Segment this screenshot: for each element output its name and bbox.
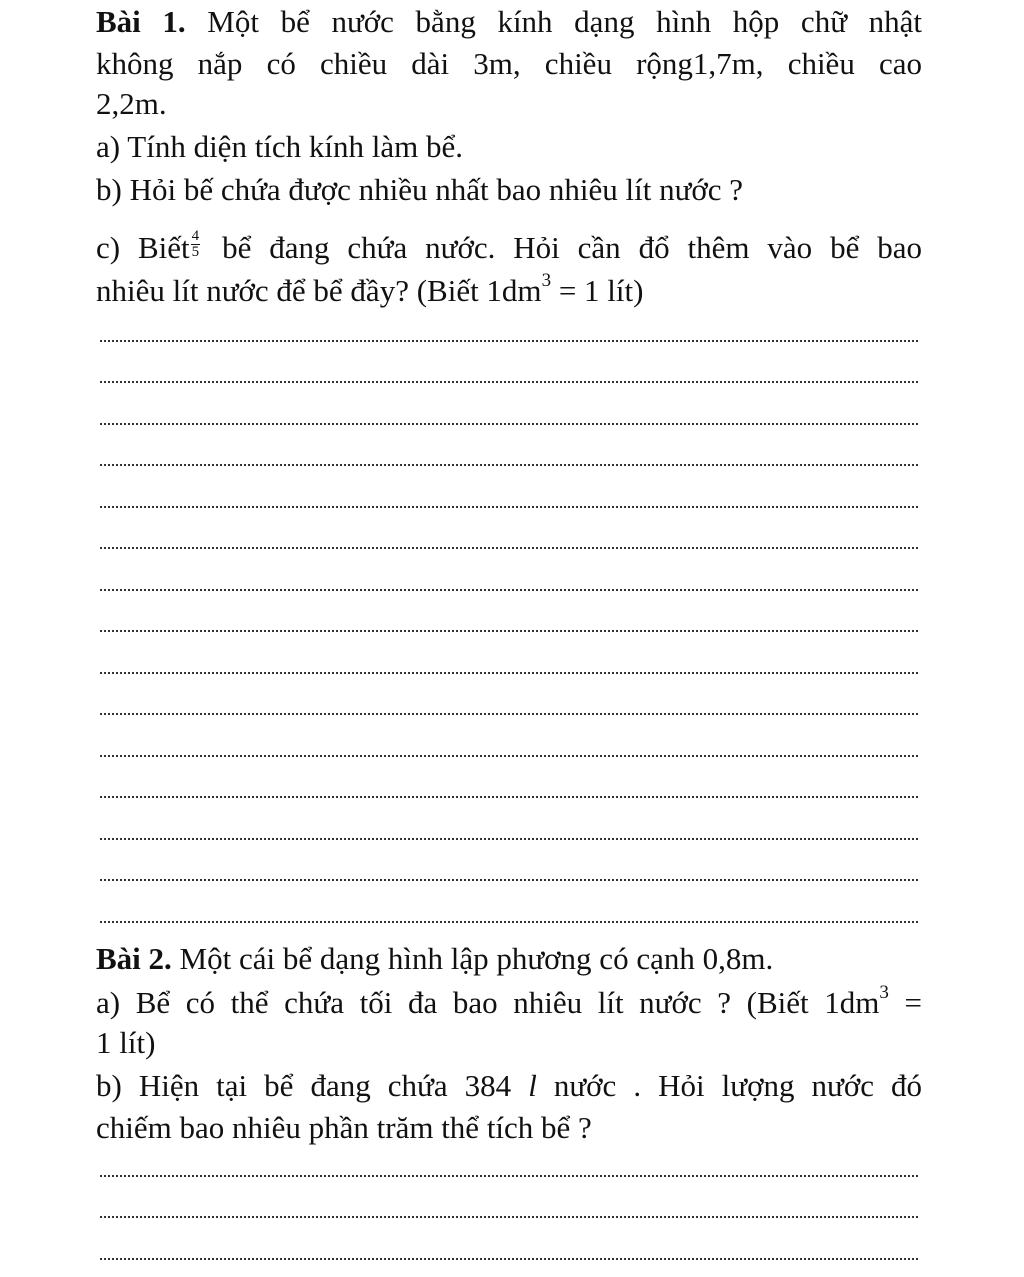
answer-line[interactable] — [100, 423, 918, 425]
bai1-part-c-prefix: c) Biết — [96, 230, 190, 265]
answer-line[interactable] — [100, 838, 918, 840]
fraction-denominator: 5 — [191, 244, 200, 261]
bai2-part-a-line-2: 1 lít) — [96, 1025, 156, 1060]
bai1-part-c-line2-text: nhiêu lít nước để bể đầy? (Biết 1dm — [96, 273, 542, 308]
bai2-part-a-text: a) Bể có thể chứa tối đa bao nhiêu lít nước ? (Biết 1dm — [96, 985, 880, 1020]
answer-line[interactable] — [100, 1175, 918, 1177]
bai1-part-c-line-2 — [96, 271, 922, 311]
bai2-part-b-text: b) Hiện tại bể đang chứa 384 — [96, 1068, 529, 1103]
answer-line[interactable] — [100, 589, 918, 591]
bai2-text-1: Một cái bể dạng hình lập phương có cạnh 0,8m. — [171, 941, 774, 976]
answer-line[interactable] — [100, 796, 918, 798]
bai1-line-1 — [96, 2, 922, 42]
bai1-part-c-line2-end: = 1 lít) — [551, 273, 644, 308]
bai2-part-b-end: nước . Hỏi lượng nước đó — [536, 1068, 923, 1103]
answer-line[interactable] — [100, 755, 918, 757]
bai1-text-1: Một bể nước bằng kính dạng hình hộp chữ nhật — [185, 4, 922, 39]
bai1-line-2: không nắp có chiều dài 3m, chiều rộng1,7m, chiều cao — [96, 46, 922, 81]
bai2-part-b — [96, 1066, 922, 1106]
bai2-line-1 — [96, 939, 922, 979]
bai1-label: Bài 1. — [96, 4, 186, 39]
exponent: 3 — [541, 269, 552, 291]
answer-line[interactable] — [100, 921, 918, 923]
bai1-part-c-suffix: bể đang chứa nước. Hỏi cần đổ thêm vào bể bao — [204, 230, 922, 265]
bai1-part-c — [96, 228, 922, 268]
bai1-part-a: a) Tính diện tích kính làm bể. — [96, 129, 464, 164]
answer-line[interactable] — [100, 713, 918, 715]
answer-line[interactable] — [100, 1216, 918, 1218]
answer-line[interactable] — [100, 381, 918, 383]
answer-line[interactable] — [100, 340, 918, 342]
answer-line[interactable] — [100, 506, 918, 508]
fraction-four-fifths — [191, 229, 201, 260]
answer-line[interactable] — [100, 547, 918, 549]
exponent: 3 — [879, 981, 889, 1003]
answer-line[interactable] — [100, 1258, 918, 1260]
bai1-part-b: b) Hỏi bế chứa được nhiều nhất bao nhiêu lít nước ? — [96, 172, 744, 207]
liter-unit: l — [528, 1068, 537, 1103]
fraction-numerator: 4 — [191, 228, 200, 245]
answer-line[interactable] — [100, 672, 918, 674]
answer-line[interactable] — [100, 630, 918, 632]
bai2-part-a — [96, 983, 922, 1023]
bai2-part-b-line-2: chiếm bao nhiêu phần trăm thể tích bể ? — [96, 1110, 592, 1145]
bai2-part-a-end: = — [888, 985, 922, 1020]
bai2-label: Bài 2. — [96, 941, 172, 976]
bai1-line-3: 2,2m. — [96, 86, 167, 121]
answer-line[interactable] — [100, 879, 918, 881]
answer-line[interactable] — [100, 464, 918, 466]
